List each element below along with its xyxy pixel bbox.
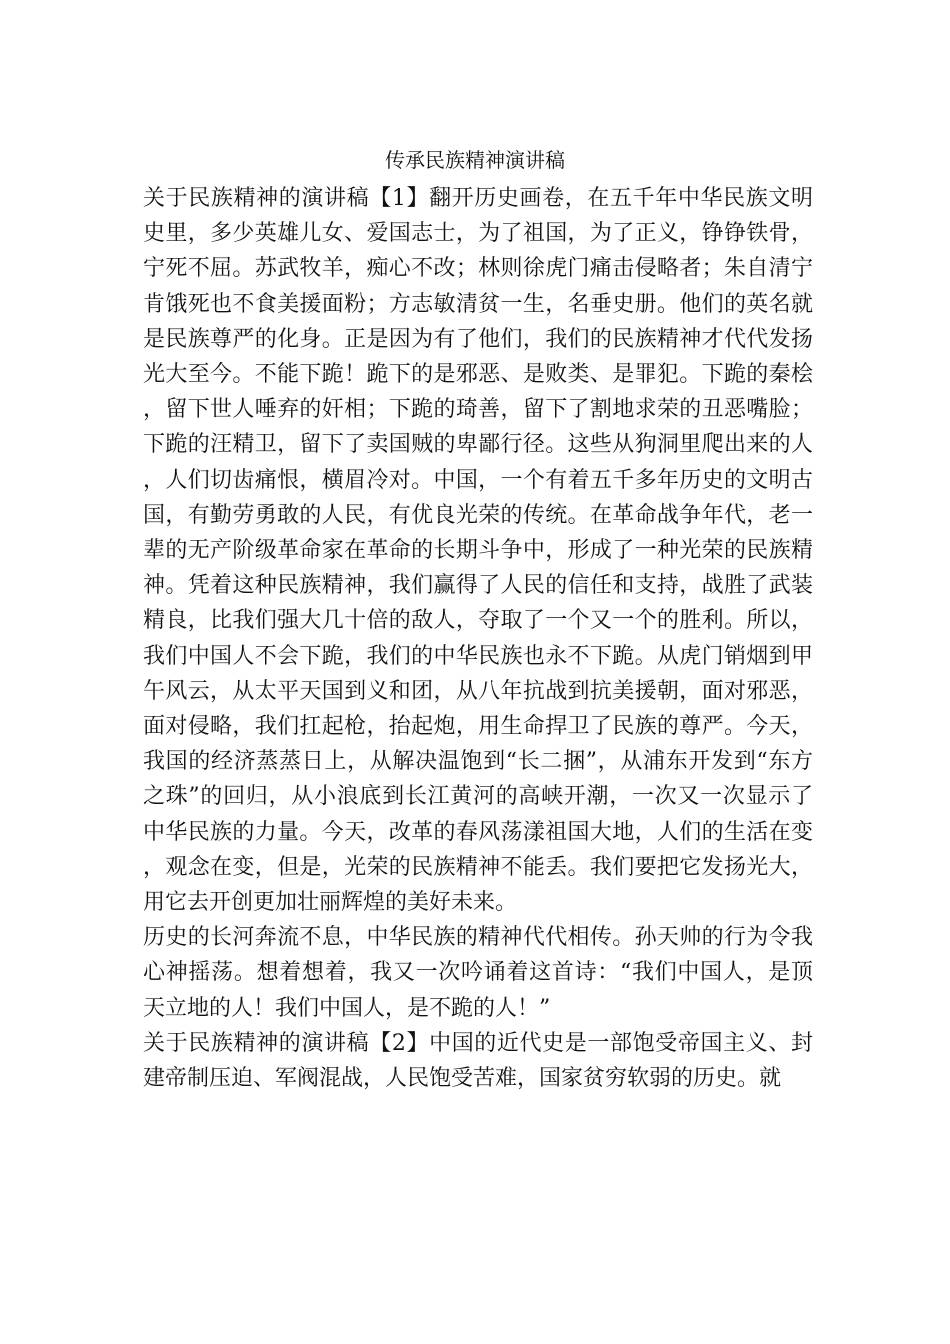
- document-title: 传承民族精神演讲稿: [385, 148, 565, 172]
- paragraph-closing: 历史的长河奔流不息，中华民族的精神代代相传。孙天帅的行为令我心神摇荡。想着想着，我又一次吟诵着这首诗：“我们中国人，是顶天立地的人！我们中国人，是不跪的人！”: [143, 925, 813, 1021]
- document-body: [143, 181, 813, 1096]
- paragraph-speech-2: 关于民族精神的演讲稿【2】中国的近代史是一部饱受帝国主义、封建帝制压迫、军阀混战，人民饱受苦难，国家贫穷软弱的历史。就: [143, 1030, 813, 1092]
- paragraph-speech-1: 关于民族精神的演讲稿【1】翻开历史画卷，在五千年中华民族文明史里，多少英雄儿女、爱国志士，为了祖国，为了正义，铮铮铁骨，宁死不屈。苏武牧羊，痴心不改；林则徐虎门痛击侵略者；朱自清宁肯饿死也不食美援面粉；方志敏清贫一生，名垂史册。他们的英名就是民族尊严的化身。正是因为有了他们，我们的民族精神才代代发扬光大至今。不能下跪！跪下的是邪恶、是败类、是罪犯。下跪的秦桧，留下世人唾弃的奸相；下跪的琦善，留下了割地求荣的丑恶嘴脸；下跪的汪精卫，留下了卖国贼的卑鄙行径。这些从狗洞里爬出来的人，人们切齿痛恨，横眉冷对。中国，一个有着五千多年历史的文明古国，有勤劳勇敢的人民，有优良光荣的传统。在革命战争年代，老一辈的无产阶级革命家在革命的长期斗争中，形成了一种光荣的民族精神。凭着这种民族精神，我们赢得了人民的信任和支持，战胜了武装精良，比我们强大几十倍的敌人，夺取了一个又一个的胜利。所以，我们中国人不会下跪，我们的中华民族也永不下跪。从虎门销烟到甲午风云，从太平天国到义和团，从八年抗战到抗美援朝，面对邪恶，面对侵略，我们扛起枪，抬起炮，用生命捍卫了民族的尊严。今天，我国的经济蒸蒸日上，从解决温饱到“长二捆”，从浦东开发到“东方之珠”的回归，从小浪底到长江黄河的高峡开潮，一次又一次显示了中华民族的力量。今天，改革的春风荡漾祖国大地，人们的生活在变，观念在变，但是，光荣的民族精神不能丢。我们要把它发扬光大，用它去开创更加壮丽辉煌的美好未来。: [143, 186, 813, 916]
